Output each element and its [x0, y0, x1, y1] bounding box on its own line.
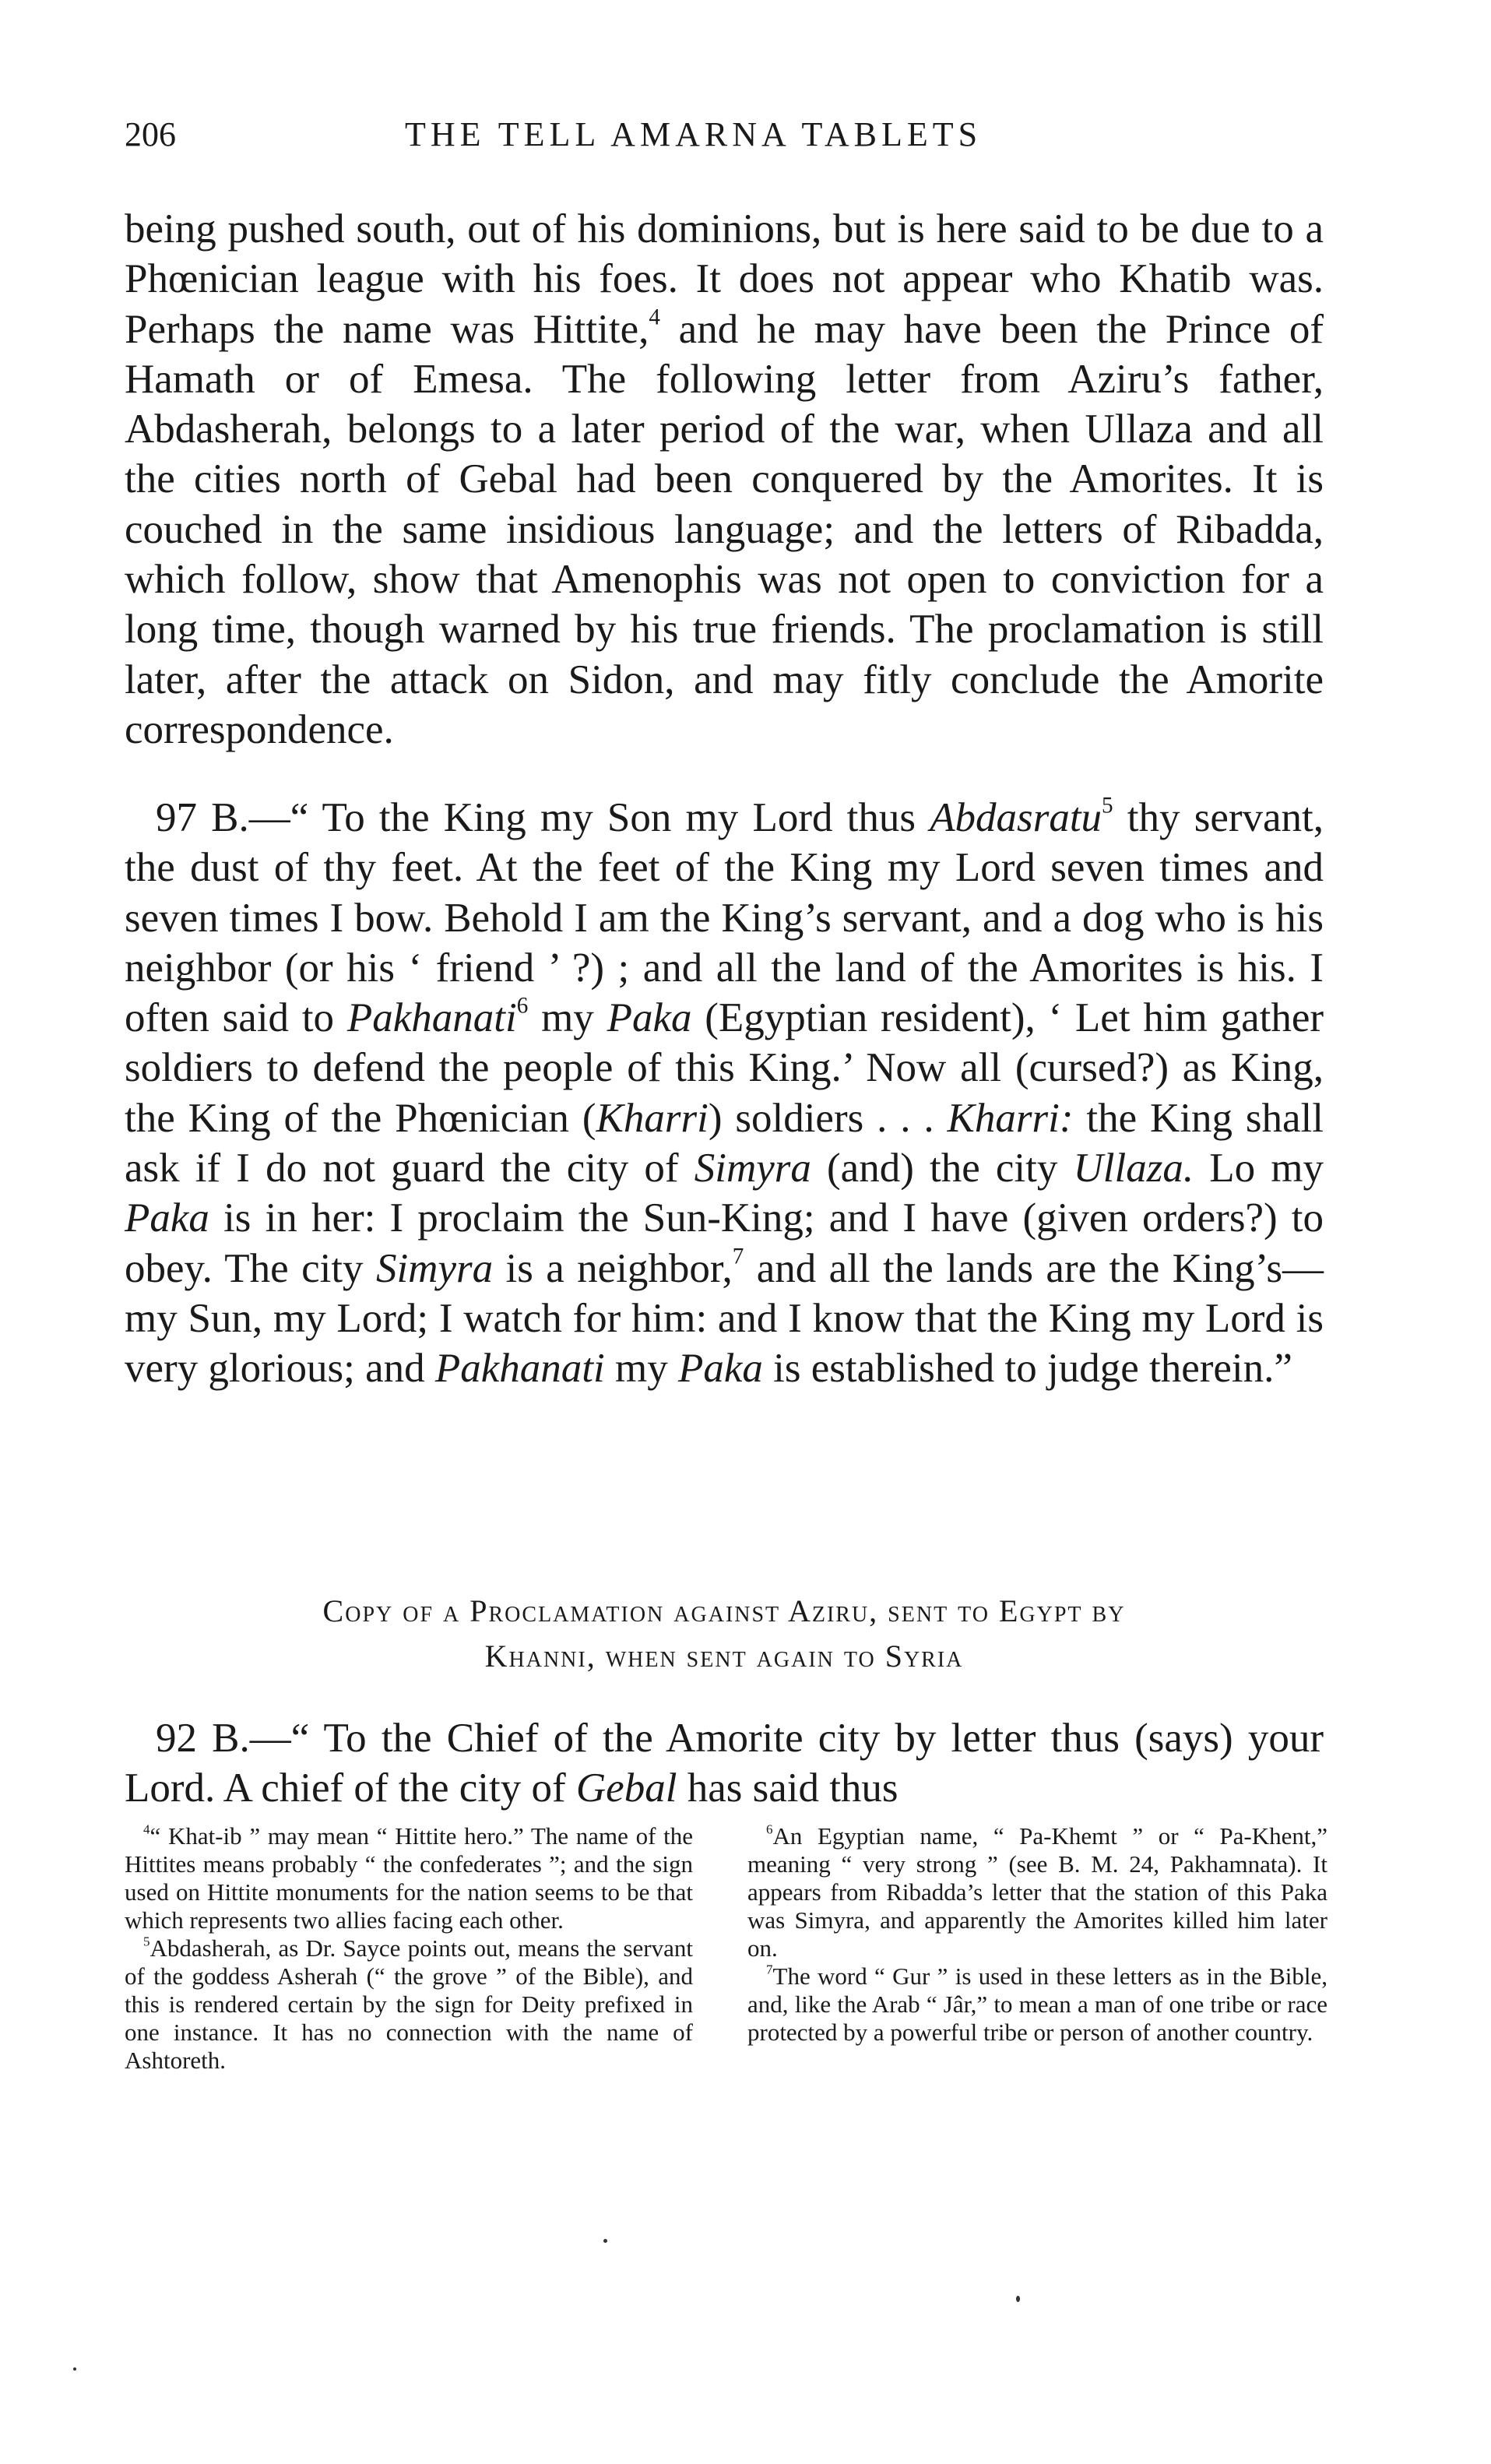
text-run: and he may have been the Prince of Hamath or of Emesa. The following letter from Aziru’s father, Abdasherah, belongs to a later period of the war, when Ullaza and all the cities north of Gebal had been conquered by the Amorites. It is couched in the same insidious language; and the letters of Ribadda, which follow, show that Amenophis was not open to conviction for a long time, though warned by his true friends. The proclamation is still later, after the attack on Sidon, and may fitly conclude the Amorite correspondence.: [125, 306, 1324, 752]
text-run: is a neighbor,: [493, 1245, 733, 1291]
footnote-ref-6: 6: [516, 993, 529, 1019]
text-run: my: [528, 995, 607, 1041]
italic-name: Kharri: [596, 1095, 709, 1141]
italic-name: Ullaza.: [1073, 1146, 1194, 1192]
italic-name: Paka: [125, 1195, 209, 1241]
italic-name: Paka: [678, 1346, 763, 1392]
text-run: ) soldiers . . .: [708, 1095, 948, 1141]
italic-name: Kharri:: [947, 1095, 1074, 1141]
text-run: (and) the city: [811, 1146, 1074, 1192]
footnote-ref-7: 7: [732, 1244, 744, 1269]
footnote-6: [747, 1822, 1327, 1962]
section-heading: [125, 1589, 1324, 1679]
scan-speck: [73, 2367, 76, 2371]
text-run: thy servant, the dust of thy feet. At the feet of the King my Lord seven times and seven times I bow. Behold I am the King’s servant, and a dog who is his neighbor (or his ‘ friend ’ ?) ; and all the land of the Amorites is his. I often said to: [125, 795, 1324, 1041]
footnote-text: The word “ Gur ” is used in these letters as in the Bible, and, like the Arab “ Jâr,” to mean a man of one tribe or race protected by a powerful tribe or person of another country.: [747, 1962, 1327, 2046]
section-heading-line-2: Khanni, when sent again to Syria: [484, 1639, 964, 1674]
footnotes-left-column: [125, 1822, 693, 2075]
italic-name: Gebal: [575, 1765, 677, 1811]
text-run: Lo my: [1194, 1146, 1324, 1192]
italic-name: Pakhanati: [434, 1346, 605, 1392]
text-run: and all the lands are the King’s—my Sun, my Lord; I watch for him: and I know that the King my Lord is very glorious; and: [125, 1245, 1324, 1392]
footnote-number: 7: [766, 1962, 773, 1977]
italic-name: Paka: [607, 995, 692, 1041]
text-run: being pushed south, out of his dominions, but is here said to be due to a Phœnician league with his foes. It does not appear who Khatib was. Perhaps the name was Hittite,: [125, 206, 1324, 352]
text-run: my: [604, 1346, 678, 1392]
italic-name: Pakhanati: [346, 995, 517, 1041]
footnote-ref-5: 5: [1102, 793, 1113, 818]
body-paragraph-intro: [125, 204, 1324, 755]
text-run: has said thus: [677, 1765, 898, 1811]
body-paragraph-letter-92: [125, 1713, 1324, 1814]
footnote-ref-4: 4: [649, 304, 660, 330]
italic-name: Simyra: [375, 1245, 494, 1291]
text-run: 92 B.—“ To the Chief of the Amorite city by letter thus (says) your Lord. A chief of the city of: [125, 1716, 1324, 1811]
text-run: the King shall ask if I do not guard the city of: [125, 1095, 1324, 1192]
footnote-5: [125, 1934, 693, 2075]
footnote-7: [747, 1962, 1327, 2047]
italic-name: Abdasratu: [930, 795, 1102, 840]
running-head: THE TELL AMARNA TABLETS: [405, 115, 983, 153]
text-run: (Egyptian resident), ‘ Let him gather soldiers to defend the people of this King.’ Now all (cursed?) as King, the King of the Phœnician (: [125, 995, 1324, 1141]
footnote-text: Abdasherah, as Dr. Sayce points out, means the servant of the goddess Asherah (“ the grove ” of the Bible), and this is rendered certain by the sign for Deity prefixed in one instance. It has no connection with the name of Ashtoreth.: [125, 1934, 693, 2074]
text-run: 97 B.—“ To the King my Son my Lord thus: [156, 795, 930, 840]
footnote-text: An Egyptian name, “ Pa-Khemt ” or “ Pa-Khent,” meaning “ very strong ” (see B. M. 24, Pakhamnata). It appears from Ribadda’s letter that the station of this Paka was Simyra, and apparently the Amorites killed him later on.: [747, 1822, 1327, 1962]
footnotes-right-column: [747, 1822, 1327, 2047]
body-paragraph-letter-97: [125, 793, 1324, 1394]
footnote-number: 5: [143, 1934, 150, 1949]
footnote-text: “ Khat-ib ” may mean “ Hittite hero.” The name of the Hittites means probably “ the confederates ”; and the sign used on Hittite monuments for the nation seems to be that which represents two allies facing each other.: [125, 1822, 693, 1934]
text-run: is in her: I proclaim the Sun-King; and I have (given orders?) to obey. The city: [125, 1195, 1324, 1291]
footnote-number: 4: [143, 1822, 150, 1837]
page-number: 206: [125, 115, 176, 153]
footnote-4: [125, 1822, 693, 1934]
section-heading-line-1: Copy of a Proclamation against Aziru, sent to Egypt by: [322, 1593, 1126, 1628]
text-run: is established to judge therein.”: [762, 1346, 1292, 1392]
footnote-number: 6: [766, 1822, 773, 1837]
italic-name: Simyra: [694, 1146, 811, 1192]
page-header: [125, 107, 1324, 162]
scan-speck: [603, 2239, 607, 2243]
scan-speck: [1016, 2296, 1020, 2302]
